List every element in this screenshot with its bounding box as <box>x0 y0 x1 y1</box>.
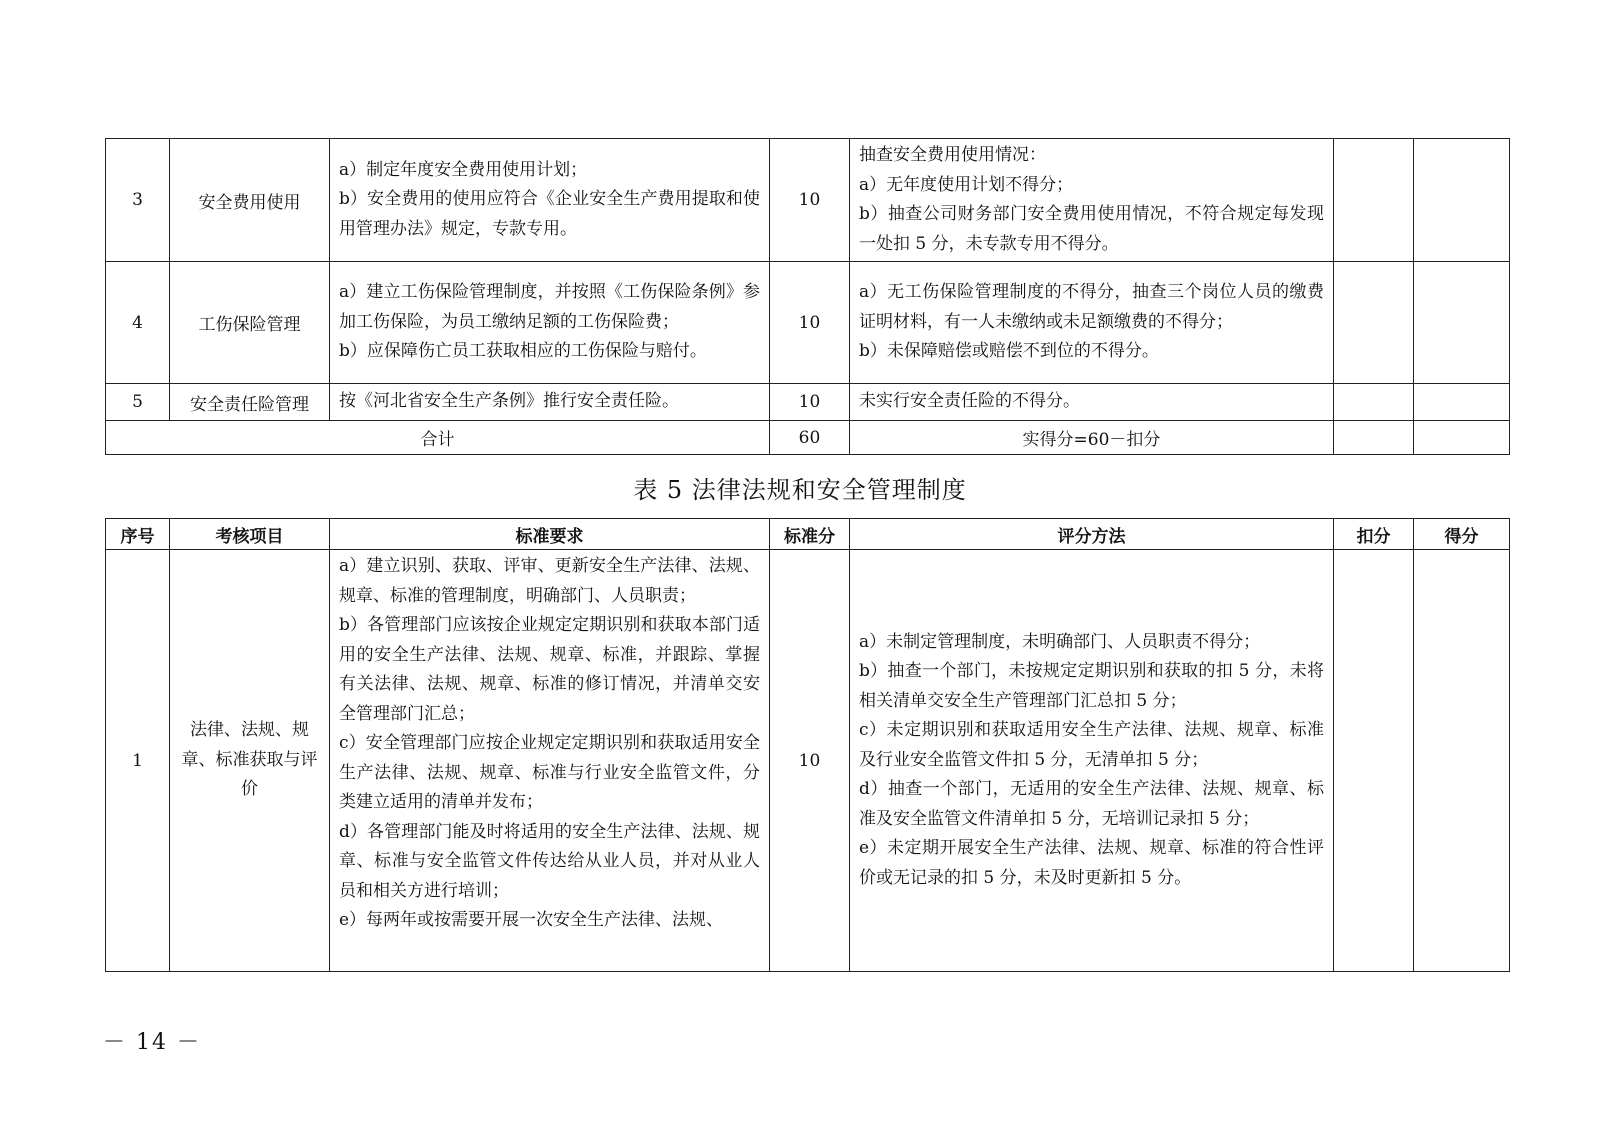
scoring-method: 抽查安全费用使用情况： a）无年度使用计划不得分； b）抽查公司财务部门安全费用使用情况，不符合规定每发现一处扣 5 分，未专款专用不得分。 <box>850 139 1334 262</box>
total-row <box>106 421 1510 455</box>
row-number: 5 <box>106 384 170 421</box>
deduction-cell <box>1334 139 1414 262</box>
total-method: 实得分=60－扣分 <box>850 421 1334 455</box>
deduction-cell <box>1334 550 1414 972</box>
score-cell <box>1414 550 1510 972</box>
deduction-cell <box>1334 384 1414 421</box>
header-item: 考核项目 <box>170 519 330 550</box>
standard-requirement: 按《河北省安全生产条例》推行安全责任险。 <box>330 384 770 421</box>
score-cell <box>1414 139 1510 262</box>
deduction-cell <box>1334 262 1414 384</box>
score-cell <box>1414 421 1510 455</box>
header-obtained: 得分 <box>1414 519 1510 550</box>
header-score: 标准分 <box>770 519 850 550</box>
continued-table <box>105 138 1510 455</box>
table-row <box>106 262 1510 384</box>
table-row <box>106 384 1510 421</box>
header-no: 序号 <box>106 519 170 550</box>
total-label: 合计 <box>106 421 770 455</box>
scoring-method: a）无工伤保险管理制度的不得分，抽查三个岗位人员的缴费证明材料，有一人未缴纳或未足额缴费的不得分； b）未保障赔偿或赔偿不到位的不得分。 <box>850 262 1334 384</box>
standard-requirement: a）建立工伤保险管理制度，并按照《工伤保险条例》参加工伤保险，为员工缴纳足额的工伤保险费； b）应保障伤亡员工获取相应的工伤保险与赔付。 <box>330 262 770 384</box>
table-5 <box>105 518 1510 972</box>
standard-score: 10 <box>770 139 850 262</box>
score-cell <box>1414 262 1510 384</box>
scoring-method: a）未制定管理制度，未明确部门、人员职责不得分； b）抽查一个部门，未按规定定期识别和获取的扣 5 分，未将相关清单交安全生产管理部门汇总扣 5 分； c）未定期识别和获取适用安全生产法律、法规、规章、标准及行业安全监管文件扣 5 分，无清单扣 5 分； d）抽查一个部门，无适用的安全生产法律、法规、规章、标准及安全监管文件清单扣 5 分，无培训记录扣 5 分； e）未定期开展安全生产法律、法规、规章、标准的符合性评价或无记录的扣 5 分，未及时更新扣 5 分。 <box>850 550 1334 972</box>
header-method: 评分方法 <box>850 519 1334 550</box>
assessment-item: 安全责任险管理 <box>170 384 330 421</box>
table-row <box>106 139 1510 262</box>
standard-requirement: a）制定年度安全费用使用计划； b）安全费用的使用应符合《企业安全生产费用提取和使用管理办法》规定，专款专用。 <box>330 139 770 262</box>
row-number: 3 <box>106 139 170 262</box>
header-requirement: 标准要求 <box>330 519 770 550</box>
standard-score: 10 <box>770 550 850 972</box>
assessment-item: 工伤保险管理 <box>170 262 330 384</box>
standard-score: 10 <box>770 262 850 384</box>
deduction-cell <box>1334 421 1414 455</box>
page-number: － 14 － <box>103 1030 201 1055</box>
score-cell <box>1414 384 1510 421</box>
header-deduction: 扣分 <box>1334 519 1414 550</box>
standard-requirement: a）建立识别、获取、评审、更新安全生产法律、法规、规章、标准的管理制度，明确部门、人员职责； b）各管理部门应该按企业规定定期识别和获取本部门适用的安全生产法律、法规、规章、标准，并跟踪、掌握有关法律、法规、规章、标准的修订情况，并清单交安全管理部门汇总； c）安全管理部门应按企业规定定期识别和获取适用安全生产法律、法规、规章、标准与行业安全监管文件，分类建立适用的清单并发布； d）各管理部门能及时将适用的安全生产法律、法规、规章、标准与安全监管文件传达给从业人员，并对从业人员和相关方进行培训； e）每两年或按需要开展一次安全生产法律、法规、 <box>330 550 770 972</box>
standard-score: 10 <box>770 384 850 421</box>
table-row <box>106 550 1510 972</box>
row-number: 1 <box>106 550 170 972</box>
scoring-method: 未实行安全责任险的不得分。 <box>850 384 1334 421</box>
row-number: 4 <box>106 262 170 384</box>
header-row <box>106 519 1510 550</box>
total-score: 60 <box>770 421 850 455</box>
table-title: 表 5 法律法规和安全管理制度 <box>633 476 967 504</box>
assessment-item: 安全费用使用 <box>170 139 330 262</box>
assessment-item: 法律、法规、规章、标准获取与评价 <box>170 550 330 972</box>
